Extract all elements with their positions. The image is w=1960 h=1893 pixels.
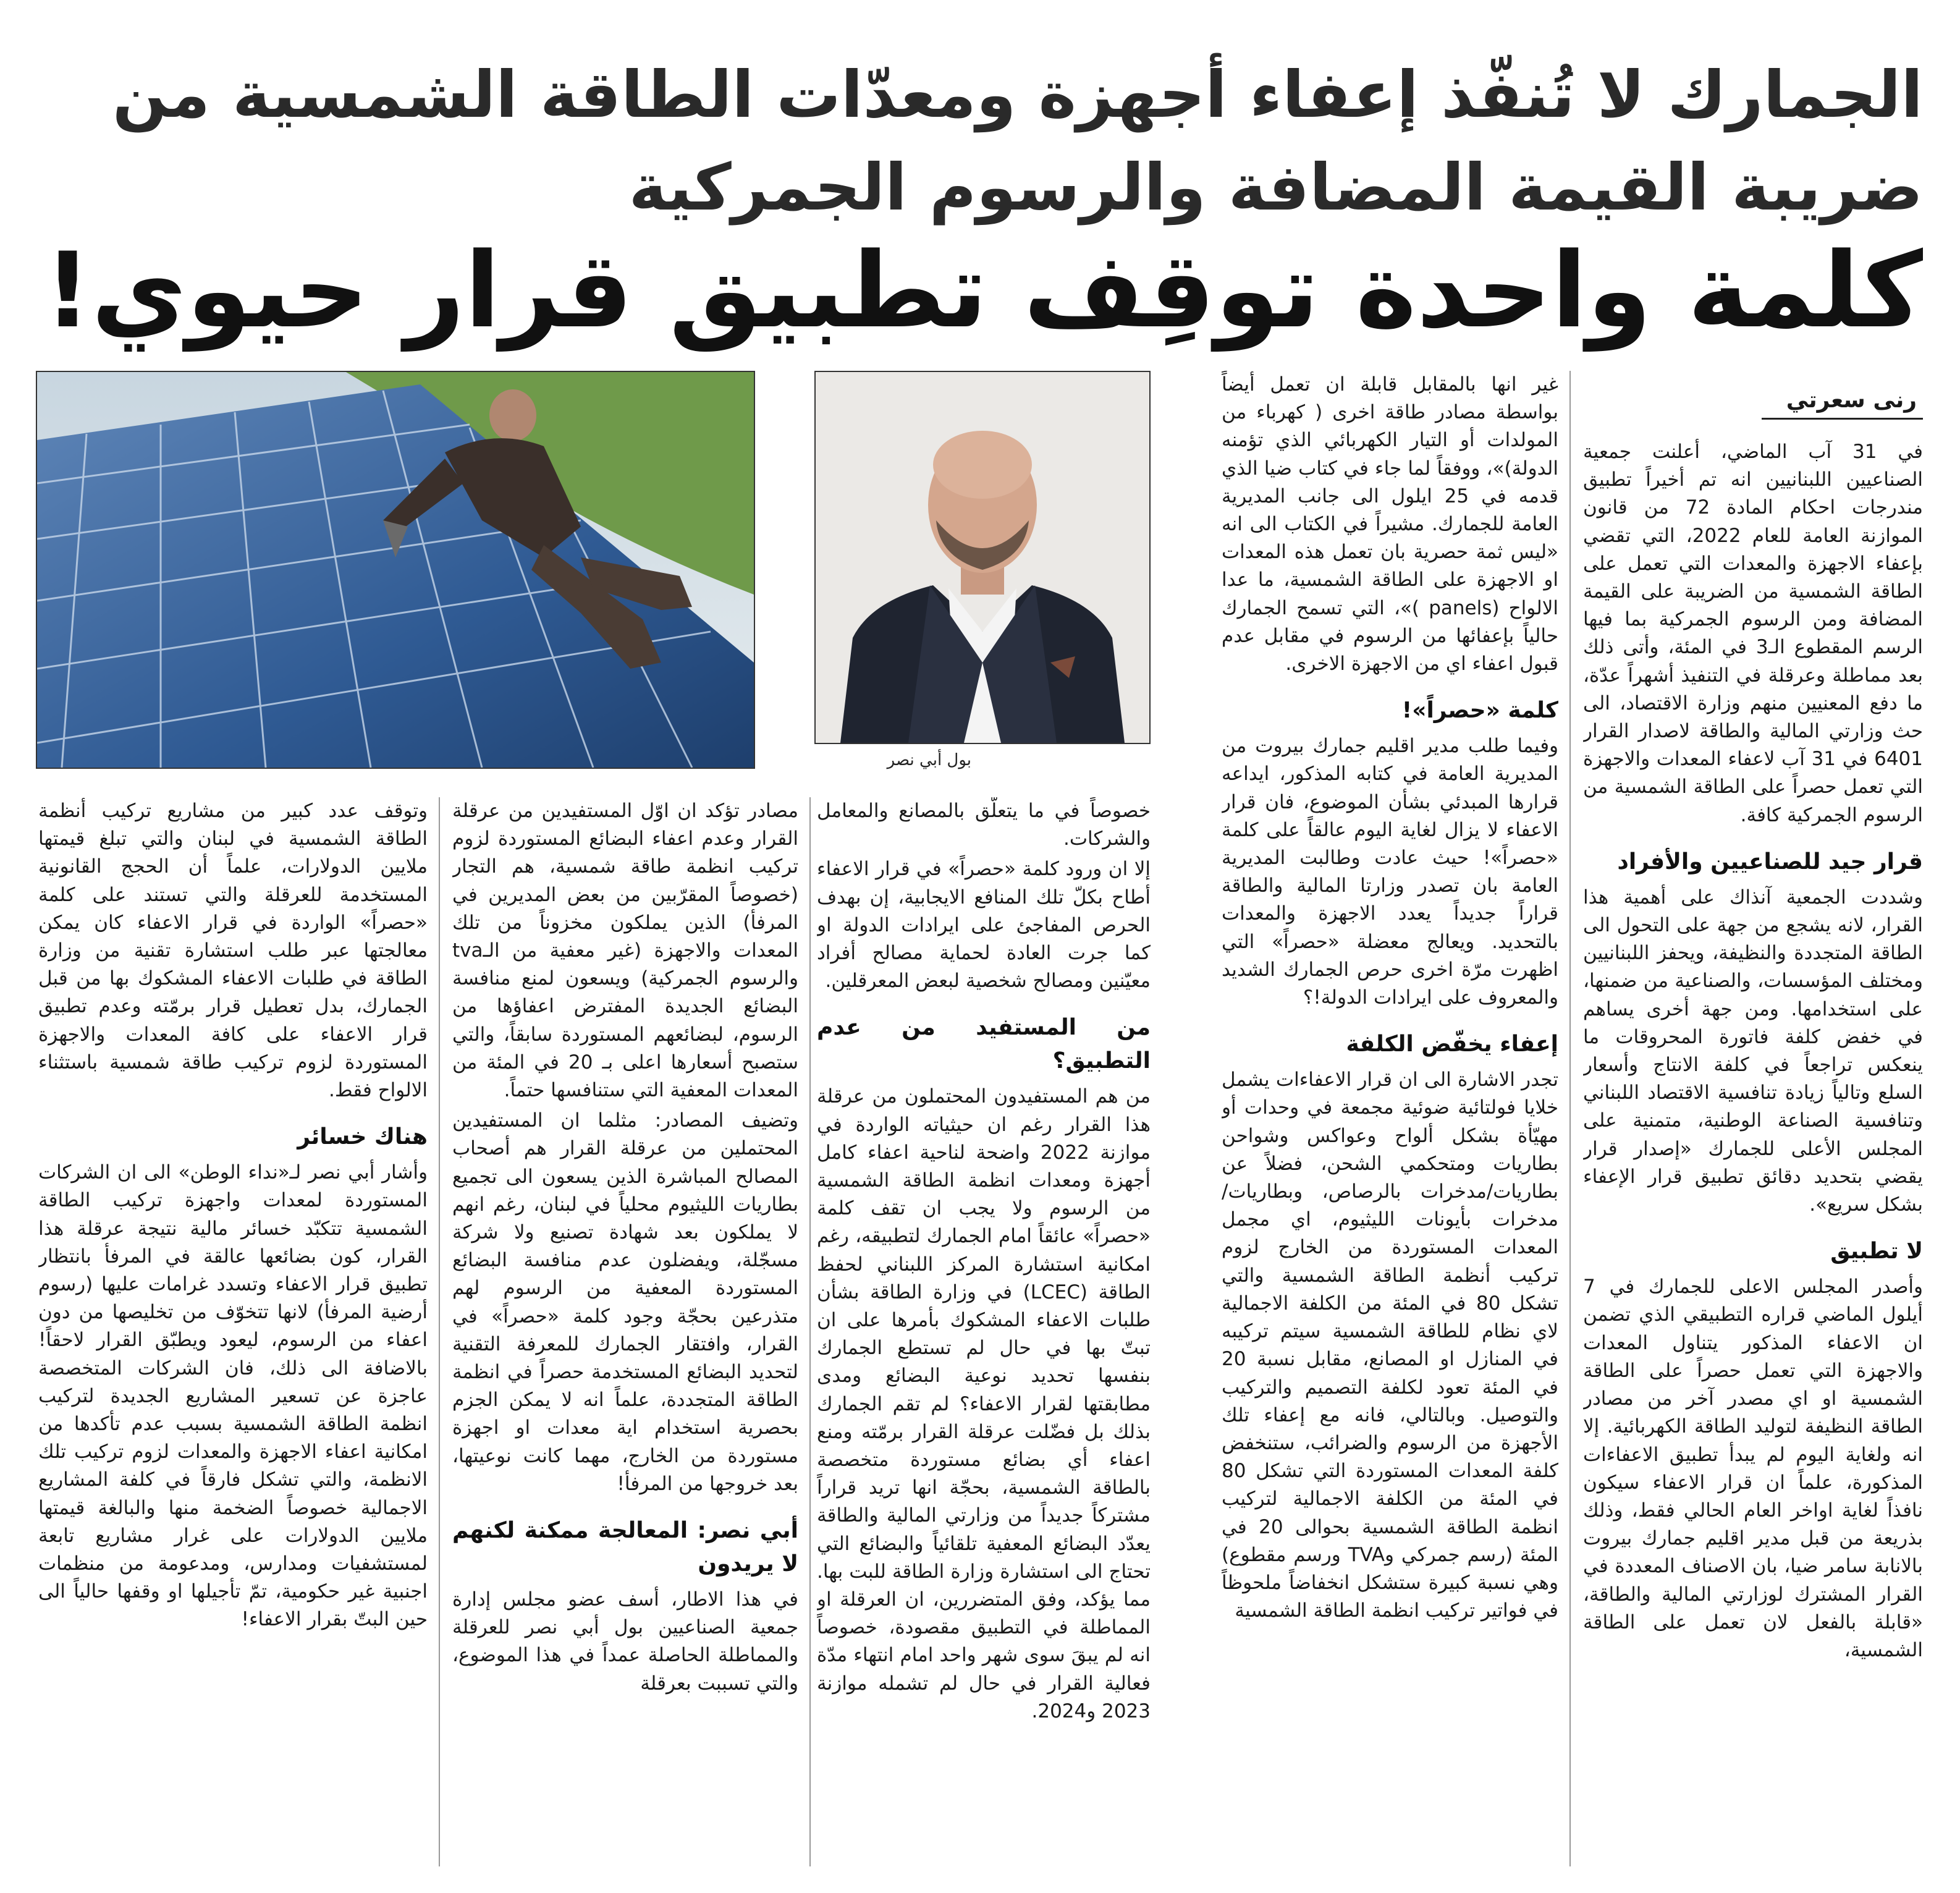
column-2 — [1222, 371, 1558, 1866]
col4-para-1: مصادر تؤكد ان اوّل المستفيدين من عرقلة القرار وعدم اعفاء البضائع المستوردة لزوم تركيب انظمة طاقة شمسية، هم التجار (خصوصاً المقرّبين من بعض المديرين في المرفأ) الذين يملكون مخزوناً من تلك المعدات والاجهزة (غير معفية من الـtva والرسوم الجمركية) ويسعون لمنع منافسة البضائع الجديدة المفترض اعفاؤها من الرسوم، لبضائعهم المستوردة سابقاً، والتي ستصبح أسعارها اعلى بـ 20 في المئة من المعدات المعفية التي ستنافسها حتماً. — [452, 800, 798, 1102]
solar-panel-photo — [36, 371, 755, 769]
col1-subhead-1: قرار جيد للصناعيين والأفراد — [1617, 849, 1923, 875]
column-divider — [1569, 371, 1571, 1866]
portrait-photo — [814, 371, 1151, 744]
column-4 — [452, 797, 798, 1866]
main-headline: كلمة واحدة توقِف تطبيق قرار حيوي! — [44, 230, 1923, 351]
col1-subhead-2: لا تطبيق — [1830, 1239, 1923, 1264]
col3-para-1: خصوصاً في ما يتعلّق بالمصانع والمعامل والشركات. — [817, 800, 1151, 850]
column-3 — [817, 797, 1151, 1866]
photo-caption: بول أبي نصر — [887, 751, 971, 769]
byline: رنى سعرتي — [1762, 383, 1923, 420]
column-5 — [38, 797, 428, 1866]
col2-subhead-1: كلمة «حصراً»! — [1401, 698, 1558, 724]
column-divider — [809, 797, 811, 1866]
col4-subhead-1: أبي نصر: المعالجة ممكنة لكنهم لا يريدون — [452, 1518, 798, 1577]
col1-para-3: وأصدر المجلس الاعلى للجمارك في 7 أيلول الماضي قراره التطبيقي الذي تضمن ان الاعفاء المذكور يتناول المعدات والاجهزة التي تعمل حصراً على الطاقة الشمسية او اي مصدر آخر من مصادر الطاقة النظيفة لتوليد الطاقة الكهربائية. إلا انه ولغاية اليوم لم يبدأ تطبيق الاعفاءات المذكورة، علماً ان قرار الاعفاء سيكون نافذاً لغاية اواخر العام الحالي فقط، وذلك بذريعة من قبل مدير اقليم جمارك بيروت بالانابة سامر ضيا، بان الاصناف المعددة في القرار المشترك لوزارتي المالية والطاقة، «قابلة بالفعل لان تعمل على الطاقة الشمسية، — [1583, 1276, 1923, 1661]
column-divider — [439, 797, 440, 1866]
col4-para-3: في هذا الاطار، أسف عضو مجلس إدارة جمعية الصناعيين بول أبي نصر للعرقلة والمماطلة الحاصلة عمداً في هذا الموضوع، والتي تسببت بعرقلة — [452, 1588, 798, 1695]
col2-subhead-2: إعفاء يخفّض الكلفة — [1346, 1031, 1558, 1057]
col5-para-2: وأشار أبي نصر لـ«نداء الوطن» الى ان الشركات المستوردة لمعدات واجهزة تركيب الطاقة الشمسية تتكبّد خسائر مالية نتيجة عرقلة هذا القرار، كون بضائعها عالقة في المرفأ بانتظار تطبيق قرار الاعفاء وتسدد غرامات عليها (رسوم أرضية المرفأ) لانها تتخوّف من تخليصها من دون اعفاء من الرسوم، ليعود ويطبّق القرار لاحقاً! بالاضافة الى ذلك، فان الشركات المتخصصة عاجزة عن تسعير المشاريع الجديدة لتركيب انظمة الطاقة الشمسية بسبب عدم تأكدها من امكانية اعفاء الاجهزة والمعدات لزوم تركيب تلك الانظمة، والتي تشكل فارقاً في كلفة المشاريع الاجمالية خصوصاً الضخمة منها والبالغة قيمتها ملايين الدولارات على غرار مشاريع تابعة لمستشفيات ومدارس، ومدعومة من منظمات اجنبية غير حكومية، تمّ تأجيلها او وقفها حالياً الى حين البتّ بقرار الاعفاء! — [38, 1161, 428, 1631]
solar-panel-photo-icon — [37, 372, 754, 768]
col5-subhead-1: هناك خسائر — [297, 1124, 428, 1150]
col2-para-1: غير انها بالمقابل قابلة ان تعمل أيضاً بواسطة مصادر طاقة اخرى ( كهرباء من المولدات أو التيار الكهربائي الذي تؤمنه الدولة)»، ووفقاً لما جاء في كتاب ضيا الذي قدمه في 25 ايلول الى جانب المديرية العامة للجمارك. مشيراً في الكتاب الى انه «ليس ثمة حصرية بان تعمل هذه المعدات او الاجهزة على الطاقة الشمسية، ما عدا الالواح (panels )»، التي تسمح الجمارك حالياً بإعفائها من الرسوم في مقابل عدم قبول اعفاء اي من الاجهزة الاخرى. — [1222, 373, 1558, 675]
col3-para-3: من هم المستفيدون المحتملون من عرقلة هذا القرار رغم ان حيثياته الواردة في موازنة 2022 واضحة لناحية اعفاء كامل أجهزة ومعدات انظمة الطاقة الشمسية من الرسوم ولا يجب ان تقف كلمة «حصراً» عائقاً امام الجمارك لتطبيقه، رغم امكانية استشارة المركز اللبناني لحفظ الطاقة (LCEC) في وزارة الطاقة بشأن طلبات الاعفاء المشكوك بأمرها على ان تبتّ بها في حال لم تستطع الجمارك بنفسها تحديد نوعية البضائع ومدى مطابقتها لقرار الاعفاء؟ لم تقم الجمارك بذلك بل فضّلت عرقلة القرار برمّته ومنع اعفاء أي بضائع مستوردة متخصصة بالطاقة الشمسية، بحجّة انها تريد قراراً مشتركاً جديداً من وزارتي المالية والطاقة يعدّد البضائع المعفية تلقائياً والبضائع التي تحتاج الى استشارة وزارة الطاقة للبت بها. مما يؤكد، وفق المتضررين، ان العرقلة او المماطلة في التطبيق مقصودة، خصوصاً انه لم يبقَ سوى شهر واحد امام انتهاء مدّة فعالية القرار في حال لم تشمله موازنة 2023 و2024. — [817, 1085, 1151, 1722]
col3-subhead-1: من المستفيد من عدم التطبيق؟ — [817, 1015, 1151, 1074]
col4-para-2: وتضيف المصادر: مثلما ان المستفيدين المحتملين من عرقلة القرار هم أصحاب المصالح المباشرة الذين يسعون الى تجميع بطاريات الليثيوم محلياً في لبنان، رغم انهم لا يملكون بعد شهادة تصنيع ولا شركة مسجّلة، ويفضلون عدم منافسة البضائع المستوردة المعفية من الرسوم لهم متذرعين بحجّة وجود كلمة «حصراً» في القرار، وافتقار الجمارك للمعرفة التقنية لتحديد البضائع المستخدمة حصراً في انظمة الطاقة المتجددة، علماً انه لا يمكن الجزم بحصرية استخدام اية معدات او اجهزة مستوردة من الخارج، مهما كانت نوعيتها، بعد خروجها من المرفأ! — [452, 1109, 798, 1495]
col1-para-2: وشددت الجمعية آنذاك على أهمية هذا القرار، لانه يشجع من جهة على التحول الى الطاقة المتجددة والنظيفة، ويحفز اللبنانيين ومختلف المؤسسات، والصناعية من ضمنها، على استخدامها. ومن جهة أخرى يساهم في خفض كلفة فاتورة المحروقات ما ينعكس تراجعاً في كلفة الانتاج وأسعار السلع وتالياً زيادة تنافسية الاقتصاد اللبناني وتنافسية الصناعة الوطنية، متمنية على المجلس الأعلى للجمارك «إصدار قرار يقضي بتحديد دقائق تطبيق قرار الإعفاء بشكل سريع». — [1583, 886, 1923, 1216]
col2-para-2: وفيما طلب مدير اقليم جمارك بيروت من المديرية العامة في كتابه المذكور، ايداعه قرارها المبدئي بشأن الموضوع، فان قرار الاعفاء لا يزال لغاية اليوم عالقاً على كلمة «حصراً»! حيث عادت وطالبت المديرية العامة بان تصدر وزارتا المالية والطاقة قراراً جديداً يعدد الاجهزة والمعدات بالتحديد. ويعالج معضلة «حصراً» التي اظهرت مرّة اخرى حرص الجمارك الشديد والمعروف على ايرادات الدولة!؟ — [1222, 735, 1558, 1009]
col1-para-1: في 31 آب الماضي، أعلنت جمعية الصناعيين اللبنانيين انه تم أخيراً تطبيق مندرجات احكام المادة 72 من قانون الموازنة العامة للعام 2022، التي تقضي بإعفاء الاجهزة والمعدات التي تعمل على الطاقة الشمسية من الضريبة على القيمة المضافة ومن الرسوم الجمركية بما فيها الرسم المقطوع الـ3 في المئة، وأتى ذلك بعد مماطلة وعرقلة في التنفيذ أشهراً عدّة، ما دفع المعنيين منهم وزارة الاقتصاد، الى حث وزارتي المالية والطاقة لاصدار القرار 6401 في 31 آب لاعفاء المعدات والاجهزة التي تعمل حصراً على الطاقة الشمسية من الرسوم الجمركية كافة. — [1583, 441, 1923, 826]
col3-para-2: إلا ان ورود كلمة «حصراً» في قرار الاعفاء أطاح بكلّ تلك المنافع الايجابية، إن بهدف الحرص المفاجئ على ايرادات الدولة او كما جرت العادة لحماية مصالح أفراد معيّنين ومصالح شخصية لبعض المعرقلين. — [817, 858, 1151, 993]
column-1 — [1583, 383, 1923, 1866]
portrait-photo-icon — [816, 372, 1149, 743]
col2-para-3: تجدر الاشارة الى ان قرار الاعفاءات يشمل خلايا فولتائية ضوئية مجمعة في وحدات أو مهيّأة بشكل ألواح وعواكس وشواحن بطاريات ومتحكمي الشحن، فضلاً عن بطاريات/مدخرات بالرصاص، وبطاريات/مدخرات بأيونات الليثيوم، اي مجمل المعدات المستوردة من الخارج لزوم تركيب أنظمة الطاقة الشمسية والتي تشكل 80 في المئة من الكلفة الاجمالية لاي نظام للطاقة الشمسية سيتم تركيبه في المنازل او المصانع، مقابل نسبة 20 في المئة تعود لكلفة التصميم والتركيب والتوصيل. وبالتالي، فانه مع إعفاء تلك الأجهزة من الرسوم والضرائب، ستنخفض كلفة المعدات المستوردة التي تشكل 80 في المئة من الكلفة الاجمالية لتركيب انظمة الطاقة الشمسية بحوالى 20 في المئة (رسم جمركي وTVA ورسم مقطوع) وهي نسبة كبيرة ستشكل انخفاضاً ملحوظاً في فواتير تركيب انظمة الطاقة الشمسية — [1222, 1069, 1558, 1622]
col5-para-1: وتوقف عدد كبير من مشاريع تركيب أنظمة الطاقة الشمسية في لبنان والتي تبلغ قيمتها ملايين الدولارات، علماً أن الحجج القانونية المستخدمة للعرقلة والتي تستند على كلمة «حصراً» الواردة في قرار الاعفاء كان يمكن معالجتها عبر طلب استشارة تقنية من وزارة الطاقة في طلبات الاعفاء المشكوك بها من قبل الجمارك، بدل تعطيل قرار برمّته وعدم تطبيق قرار الاعفاء على كافة المعدات والاجهزة المستوردة لزوم تركيب طاقة شمسية باستثناء الالواح فقط. — [38, 800, 428, 1102]
kicker-headline: الجمارك لا تُنفّذ إعفاء أجهزة ومعدّات الطاقة الشمسية من ضريبة القيمة المضافة والرسوم الجمركية — [112, 57, 1923, 225]
